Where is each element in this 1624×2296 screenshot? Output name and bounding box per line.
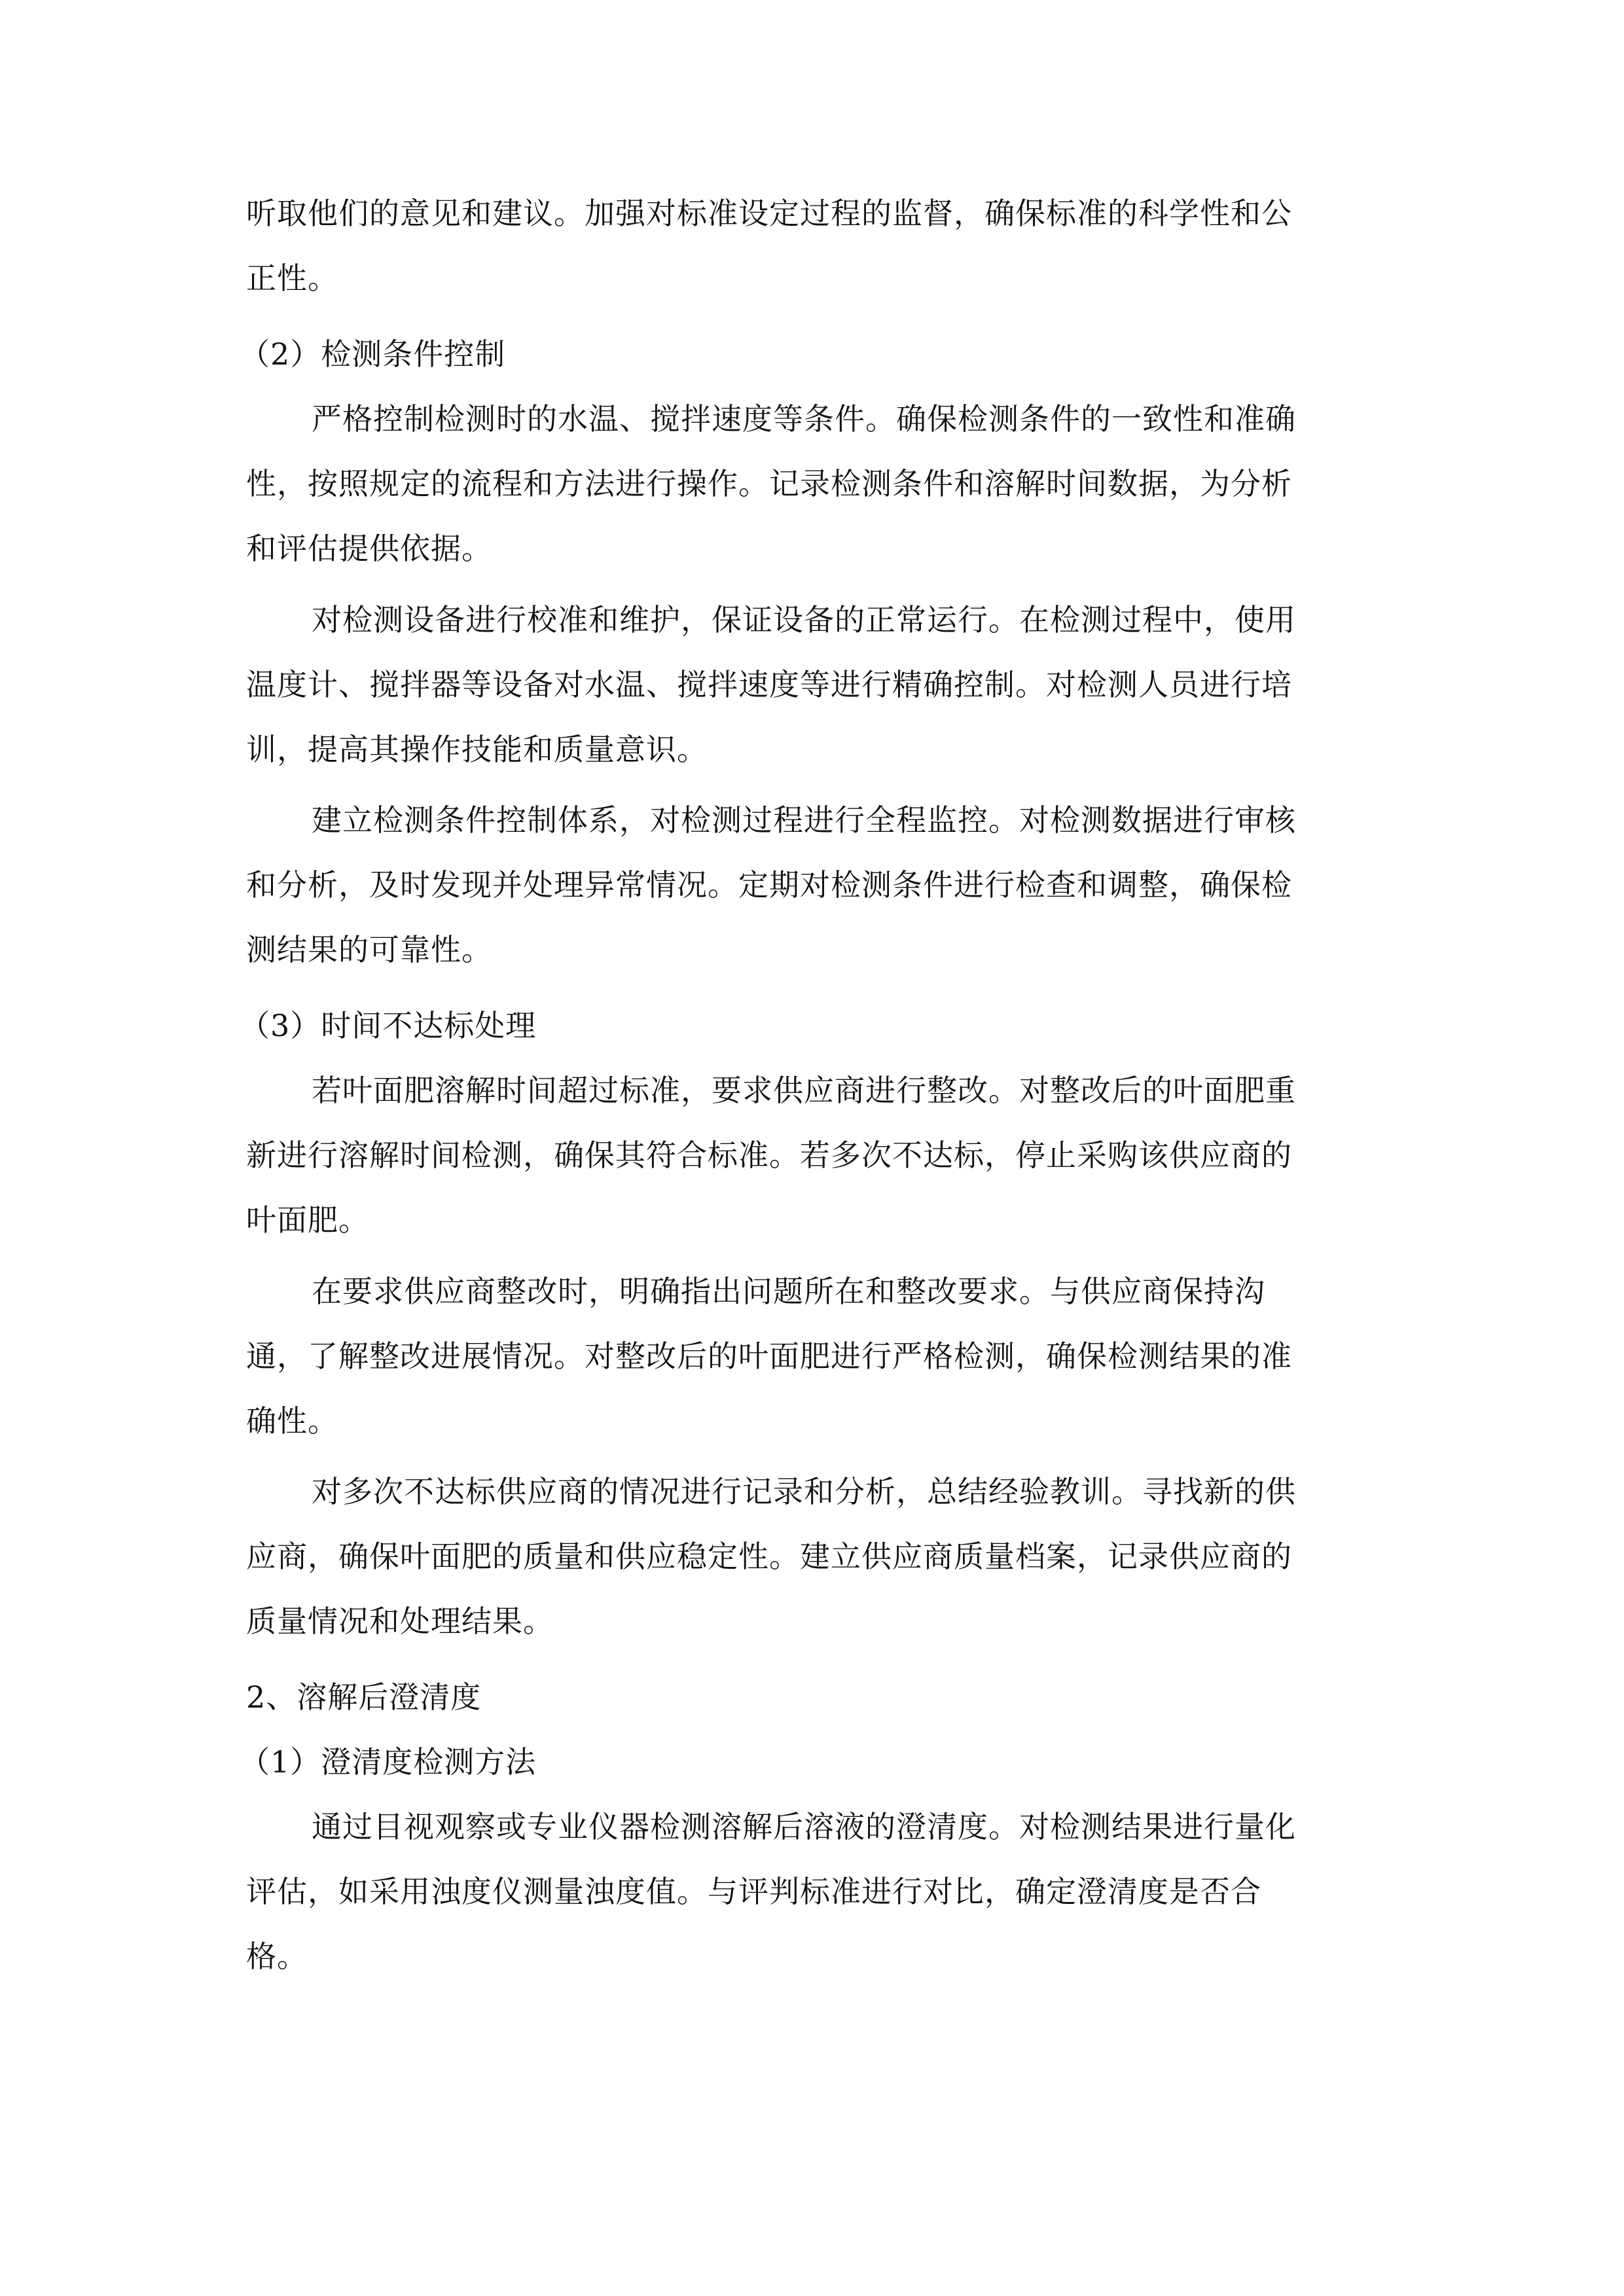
paragraph-line: 评估，如采用浊度仪测量浊度值。与评判标准进行对比，确定澄清度是否合 [246,1874,1261,1909]
paragraph-line: 对检测设备进行校准和维护，保证设备的正常运行。在检测过程中，使用 [312,602,1296,637]
paragraph-line: 测结果的可靠性。 [246,932,492,967]
paragraph-line: 严格控制检测时的水温、搅拌速度等条件。确保检测条件的一致性和准确 [312,401,1296,437]
paragraph-line: 确性。 [246,1403,338,1439]
paragraph-line: 质量情况和处理结果。 [246,1604,554,1639]
subsection-heading: （1）澄清度检测方法 [240,1744,537,1780]
subsection-heading: （2）检测条件控制 [240,336,506,372]
paragraph-line: 在要求供应商整改时，明确指出问题所在和整改要求。与供应商保持沟 [312,1274,1265,1309]
paragraph-line: 和评估提供依据。 [246,531,492,566]
paragraph-line: 建立检测条件控制体系，对检测过程进行全程监控。对检测数据进行审核 [312,802,1296,838]
paragraph-line: 通过目视观察或专业仪器检测溶解后溶液的澄清度。对检测结果进行量化 [312,1809,1296,1844]
paragraph-line: 性，按照规定的流程和方法进行操作。记录检测条件和溶解时间数据，为分析 [246,466,1292,501]
paragraph-line: 格。 [246,1939,308,1974]
section-heading: 2、溶解后澄清度 [246,1679,482,1715]
paragraph-line: 正性。 [246,260,338,296]
paragraph-line: 温度计、搅拌器等设备对水温、搅拌速度等进行精确控制。对检测人员进行培 [246,667,1292,702]
paragraph-line: 对多次不达标供应商的情况进行记录和分析，总结经验教训。寻找新的供 [312,1474,1296,1509]
subsection-heading: （3）时间不达标处理 [240,1008,537,1043]
paragraph-line: 听取他们的意见和建议。加强对标准设定过程的监督，确保标准的科学性和公 [246,196,1292,231]
paragraph-line: 若叶面肥溶解时间超过标准，要求供应商进行整改。对整改后的叶面肥重 [312,1073,1296,1108]
paragraph-line: 通，了解整改进展情况。对整改后的叶面肥进行严格检测，确保检测结果的准 [246,1338,1292,1374]
paragraph-line: 应商，确保叶面肥的质量和供应稳定性。建立供应商质量档案，记录供应商的 [246,1539,1292,1574]
paragraph-line: 训，提高其操作技能和质量意识。 [246,732,708,767]
paragraph-line: 和分析，及时发现并处理异常情况。定期对检测条件进行检查和调整，确保检 [246,867,1292,903]
paragraph-line: 叶面肥。 [246,1202,369,1238]
paragraph-line: 新进行溶解时间检测，确保其符合标准。若多次不达标，停止采购该供应商的 [246,1138,1292,1173]
